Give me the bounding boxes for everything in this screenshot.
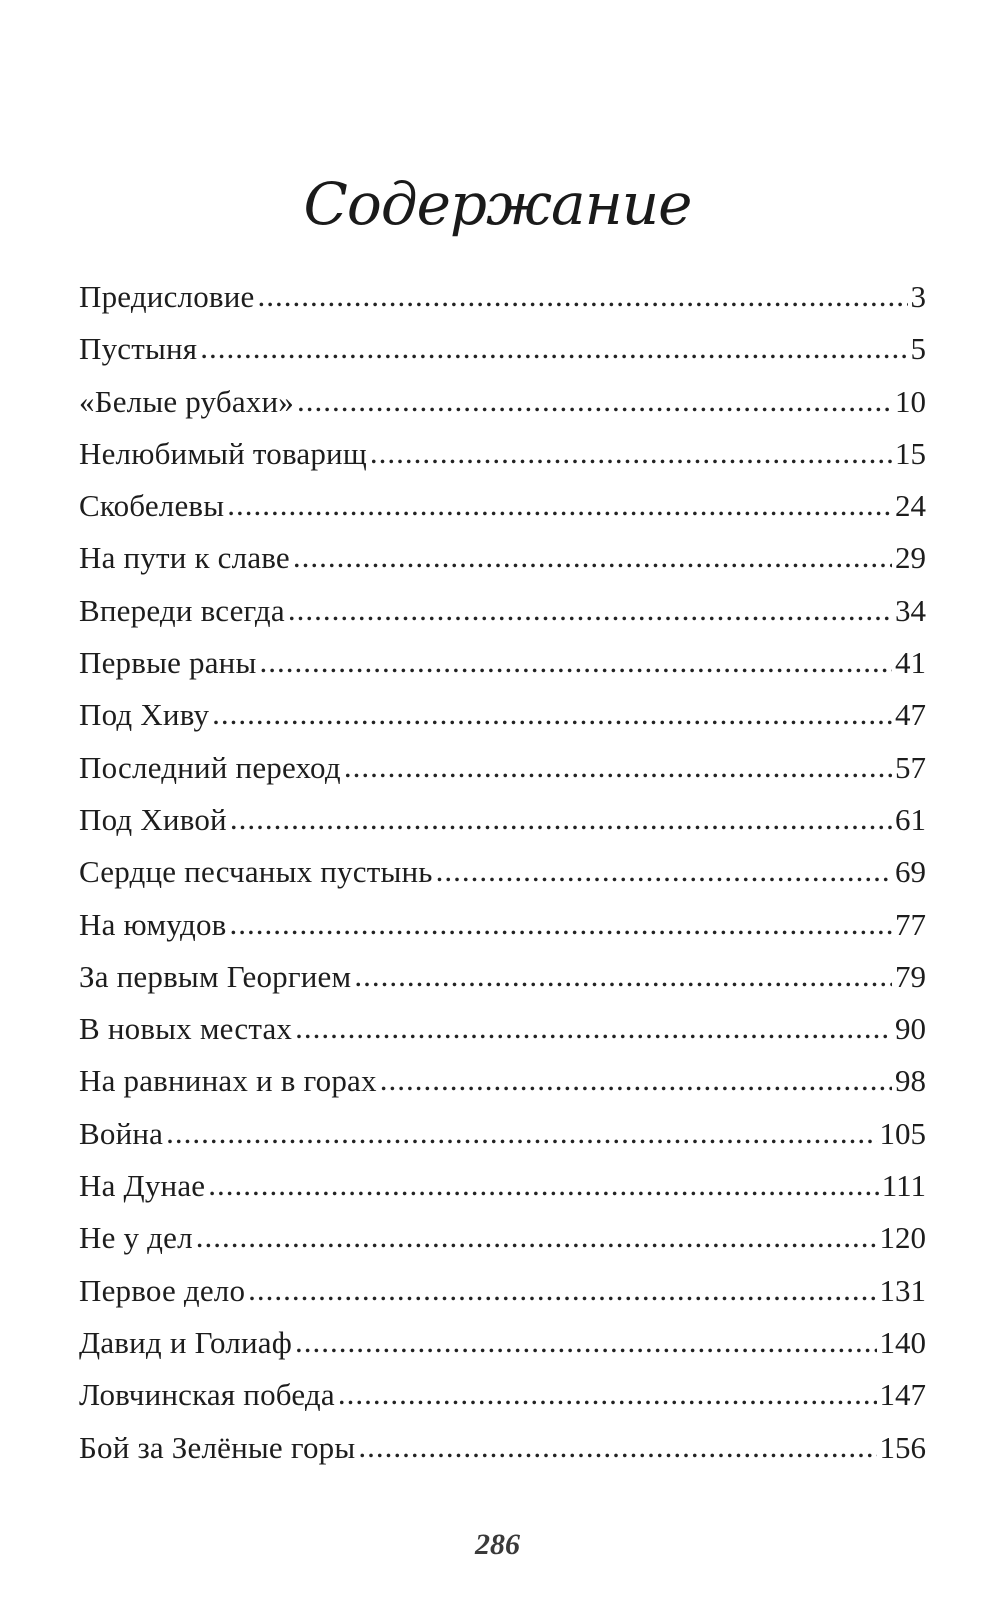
toc-entry [79, 742, 926, 794]
toc-entry-page: 10 [895, 383, 926, 419]
toc-entry-page: 41 [895, 645, 926, 681]
toc-entry-title: Не у дел [79, 1220, 193, 1256]
dot-leader [166, 1107, 876, 1159]
toc-entry [79, 428, 926, 480]
toc-entry [79, 794, 926, 846]
toc-entry-page: 77 [895, 906, 926, 942]
toc-entry [79, 899, 926, 951]
toc-entry-page: 24 [895, 488, 926, 524]
toc-entry-title: Под Хиву [79, 697, 210, 733]
toc-entry [79, 480, 926, 532]
dot-leader [295, 1316, 877, 1368]
toc-entry-title: На равнинах и в горах [79, 1063, 377, 1099]
toc-entry-page: 5 [910, 331, 926, 367]
toc-entry [79, 1003, 926, 1055]
toc-entry [79, 532, 926, 584]
toc-entry [79, 637, 926, 689]
dot-leader [248, 1264, 876, 1316]
toc-entry [79, 1317, 926, 1369]
toc-entry-title: Последний переход [79, 749, 341, 785]
toc-entry-title: Первое дело [79, 1272, 246, 1308]
toc-entry [79, 271, 926, 323]
toc-entry-page: 61 [895, 801, 926, 837]
toc-entry [79, 1212, 926, 1264]
toc-entry-title: Война [79, 1115, 164, 1151]
toc-entry-page: 147 [879, 1377, 926, 1413]
dot-leader [436, 845, 892, 897]
toc-entry-page: 131 [879, 1272, 926, 1308]
dot-leader [258, 270, 908, 322]
toc-entry-title: Первые раны [79, 645, 257, 681]
page-number: 286 [475, 1528, 520, 1561]
toc-entry-title: Нелюбимый товарищ [79, 435, 367, 471]
toc-entry-page: 29 [895, 540, 926, 576]
toc-entry-title: На Дунае [79, 1168, 206, 1204]
toc-entry [79, 585, 926, 637]
toc-entry-title: Под Хивой [79, 801, 227, 837]
dot-leader [288, 584, 892, 636]
dot-leader [230, 793, 892, 845]
toc-entry [79, 846, 926, 898]
dot-leader [196, 1211, 877, 1263]
dot-leader [260, 636, 893, 688]
dot-leader [354, 950, 892, 1002]
toc-entry-page: 156 [879, 1429, 926, 1465]
dot-leader [208, 1159, 879, 1211]
toc-entry-title: Ловчинская победа [79, 1377, 335, 1413]
toc-entry [79, 1160, 926, 1212]
toc-entry-title: За первым Георгием [79, 958, 352, 994]
dot-leader [338, 1368, 877, 1420]
toc-entry-title: На пути к славе [79, 540, 290, 576]
dot-leader [344, 741, 892, 793]
toc-entry-title: Предисловие [79, 279, 255, 314]
toc-entry-page: 90 [895, 1011, 926, 1047]
toc-entry [79, 1422, 926, 1474]
toc-entry-page: 15 [895, 435, 926, 471]
dot-leader [293, 531, 892, 583]
toc-entry [79, 689, 926, 741]
toc-entry-page: 69 [895, 854, 926, 890]
toc-entry [79, 951, 926, 1003]
dot-leader [297, 375, 892, 427]
toc-entry-title: Пустыня [79, 331, 198, 367]
toc-entry-page: 57 [895, 749, 926, 785]
dot-leader [230, 898, 892, 950]
toc-entry-title: Сердце песчаных пустынь [79, 854, 433, 890]
toc-entry-page: 98 [895, 1063, 926, 1099]
dot-leader [370, 427, 892, 479]
toc-entry-title: Бой за Зелёные горы [79, 1429, 356, 1465]
dot-leader [295, 1002, 892, 1054]
toc-entry [79, 1055, 926, 1107]
toc-entry-page: 105 [879, 1115, 926, 1151]
toc-entry [79, 1369, 926, 1421]
toc-entry-page: 120 [879, 1220, 926, 1256]
toc-entry-title: Впереди всегда [79, 592, 285, 628]
toc-entry-page: 140 [879, 1324, 926, 1360]
page-title: Содержание [303, 170, 692, 238]
toc-entry-title: На юмудов [79, 906, 227, 942]
toc-entry-page: 3 [910, 279, 926, 314]
dot-leader [200, 322, 907, 374]
toc-entry-page: 79 [895, 958, 926, 994]
toc-entry-title: Скобелевы [79, 488, 225, 524]
dot-leader [212, 688, 892, 740]
toc-entry-title: В новых местах [79, 1011, 293, 1047]
dot-leader [227, 479, 892, 531]
toc-entry-page: 111 [881, 1168, 926, 1204]
toc-entry [79, 1265, 926, 1317]
toc-entry [79, 323, 926, 375]
dot-leader [358, 1421, 876, 1473]
toc-entry-page: 34 [895, 592, 926, 628]
toc-entry [79, 1108, 926, 1160]
toc-entry-page: 47 [895, 697, 926, 733]
toc-entry [79, 376, 926, 428]
dot-leader [380, 1054, 892, 1106]
table-of-contents [79, 271, 926, 1474]
toc-entry-title: «Белые рубахи» [79, 383, 294, 419]
toc-entry-title: Давид и Голиаф [79, 1324, 292, 1360]
